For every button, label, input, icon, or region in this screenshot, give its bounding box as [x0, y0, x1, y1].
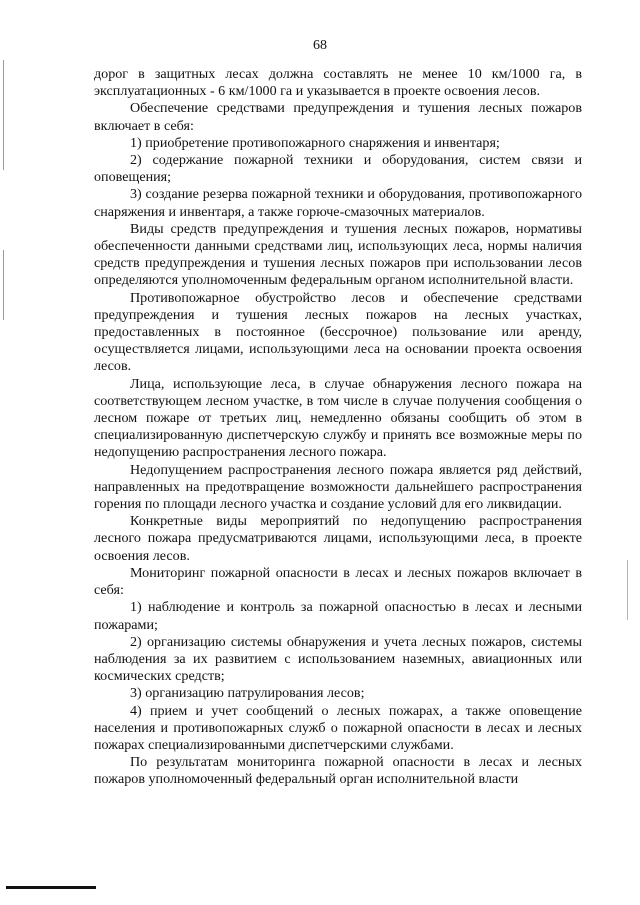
scan-edge-mark	[3, 60, 4, 170]
document-body	[94, 66, 582, 789]
paragraph: Обеспечение средствами предупреждения и тушения лесных пожаров включает в себя:	[94, 100, 582, 134]
paragraph: Противопожарное обустройство лесов и обеспечение средствами предупреждения и тушения лесных пожаров на лесных участках, предоставленных в постоянное (бессрочное) пользование или аренду, осуществляется лицами, использующими леса на основании проекта освоения лесов.	[94, 289, 582, 375]
footer-rule	[6, 886, 96, 889]
paragraph: Мониторинг пожарной опасности в лесах и лесных пожаров включает в себя:	[94, 564, 582, 599]
list-item: 2) содержание пожарной техники и оборудования, систем связи и оповещения;	[94, 152, 582, 186]
list-item: 2) организацию системы обнаружения и учета лесных пожаров, системы наблюдения за их развитием с использованием наземных, авиационных или космических средств;	[94, 633, 582, 685]
paragraph: Лица, использующие леса, в случае обнаружения лесного пожара на соответствующем лесном участке, в том числе в случае получения сообщения о лесном пожаре от третьих лиц, немедленно обязаны сообщить об этом в специализированную диспетчерскую службу и принять все возможные меры по недопущению распространения лесного пожара.	[94, 375, 582, 461]
scan-edge-mark	[627, 560, 628, 620]
page-number: 68	[313, 38, 327, 53]
list-item: 4) прием и учет сообщений о лесных пожарах, а также оповещение населения и противопожарных служб о пожарной опасности в лесах и лесных пожарах специализированными диспетчерскими службами.	[94, 702, 582, 753]
list-item: 3) создание резерва пожарной техники и оборудования, противопожарного снаряжения и инвентаря, а также горюче-смазочных материалов.	[94, 186, 582, 220]
list-item: 1) приобретение противопожарного снаряжения и инвентаря;	[130, 134, 500, 151]
list-item: 1) наблюдение и контроль за пожарной опасностью в лесах и лесными пожарами;	[94, 599, 582, 633]
paragraph: Конкретные виды мероприятий по недопущению распространения лесного пожара предусматриваются лицами, использующими леса, в проекте освоения лесов.	[94, 513, 582, 564]
paragraph: По результатам мониторинга пожарной опасности в лесах и лесных пожаров уполномоченный федеральный орган исполнительной власти	[94, 754, 582, 788]
paragraph: Виды средств предупреждения и тушения лесных пожаров, нормативы обеспеченности данными средствами лиц, использующих леса, нормы наличия средств предупреждения и тушения лесных пожаров при использовании лесов определяются уполномоченным федеральным органом исполнительной власти.	[94, 220, 582, 289]
list-item: 3) организацию патрулирования лесов;	[130, 685, 365, 702]
paragraph: Недопущением распространения лесного пожара является ряд действий, направленных на предотвращение возможности дальнейшего распространения горения по площади лесного участка и создание условий для его ликвидации.	[94, 461, 582, 513]
scan-edge-mark	[3, 250, 4, 320]
paragraph: дорог в защитных лесах должна составлять не менее 10 км/1000 га, в эксплуатационных - 6 км/1000 га и указывается в проекте освоения лесов.	[94, 66, 582, 100]
